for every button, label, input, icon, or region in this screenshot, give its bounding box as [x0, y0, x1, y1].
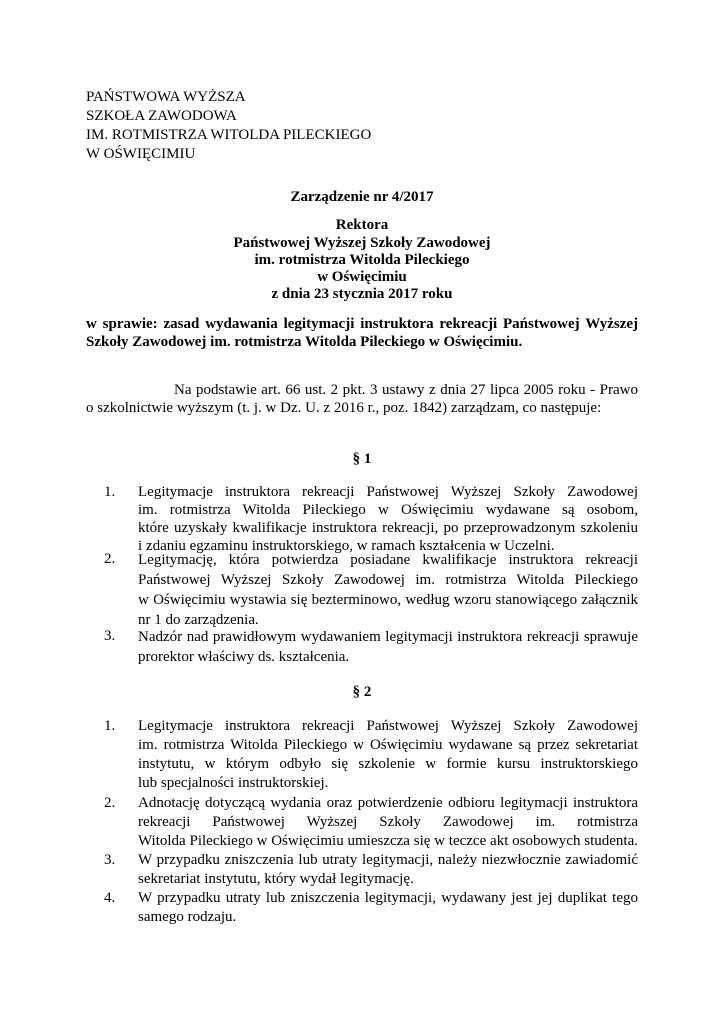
item-line: nr 1 do zarządzenia. [138, 612, 259, 628]
intro-line: o szkolnictwie wyższym (t. j. w Dz. U. z 2016 r., poz. 1842) zarządzam, co następuje: [86, 400, 602, 416]
issuer-line: w Oświęcimiu [317, 269, 407, 285]
item-line: Państwowej Wyższej Szkoły Zawodowej im. rotmistrza Witolda Pileckiego [138, 572, 638, 588]
item-line: Legitymację, która potwierdza posiadane kwalifikacje instruktora rekreacji [138, 552, 638, 568]
subject-line: Szkoły Zawodowej im. rotmistrza Witolda Pileckiego w Oświęcimiu. [86, 334, 523, 350]
item-line: samego rodzaju. [138, 909, 237, 925]
item-number: 1. [104, 484, 116, 500]
item-line: w Oświęcimiu wystawia się bezterminowo, według wzoru stanowiącego załącznik [138, 592, 638, 608]
item-line: Legitymacje instruktora rekreacji Państwowej Wyższej Szkoły Zawodowej [138, 718, 638, 734]
item-number: 2. [104, 551, 116, 567]
item-line: W przypadku zniszczenia lub utraty legitymacji, należy niezwłocznie zawiadomić [138, 852, 638, 868]
list-item [138, 794, 638, 851]
item-line: im. rotmistrza Witolda Pileckiego w Oświęcimiu wydawane są osobom, [138, 502, 638, 518]
item-line: sekretariat instytutu, który wydał legitymację. [138, 871, 414, 887]
item-number: 3. [104, 628, 116, 644]
item-number: 4. [104, 890, 116, 906]
institution-line: SZKOŁA ZAWODOWA [86, 108, 237, 124]
intro-paragraph [86, 381, 638, 417]
list-item [138, 550, 638, 630]
list-item [138, 889, 638, 927]
institution-line: W OŚWIĘCIMIU [86, 146, 196, 162]
subject-line: w sprawie: zasad wydawania legitymacji instruktora rekreacji Państwowej Wyższej [86, 316, 638, 332]
section-mark: § 2 [352, 684, 372, 700]
item-line: lub specjalności instruktorskiej. [138, 775, 329, 791]
item-number: 3. [104, 852, 116, 868]
list-item [138, 851, 638, 889]
intro-line: Na podstawie art. 66 ust. 2 pkt. 3 ustawy z dnia 27 lipca 2005 roku - Prawo [174, 382, 638, 398]
list-item [138, 483, 638, 555]
item-line: W przypadku utraty lub zniszczenia legitymacji, wydawany jest jej duplikat tego [138, 890, 638, 906]
issuer-line: Rektora [335, 217, 389, 233]
list-item [138, 627, 638, 667]
item-line: rekreacji Państwowej Wyższej Szkoły Zawodowej im. rotmistrza [138, 814, 638, 830]
item-line: instytutu, w którym odbyło się szkolenie w formie kursu instruktorskiego [138, 756, 638, 772]
item-line: i zdaniu egzaminu instruktorskiego, w ramach kształcenia w Uczelni. [138, 538, 555, 554]
institution-line: IM. ROTMISTRZA WITOLDA PILECKIEGO [86, 127, 372, 143]
issuer-line: Państwowej Wyższej Szkoły Zawodowej [233, 235, 491, 251]
institution-line: PAŃSTWOWA WYŻSZA [86, 89, 246, 105]
item-line: Nadzór nad prawidłowym wydawaniem legitymacji instruktora rekreacji sprawuje [138, 629, 638, 645]
section-mark: § 1 [352, 451, 372, 467]
item-line: Legitymacje instruktora rekreacji Państwowej Wyższej Szkoły Zawodowej [138, 484, 638, 500]
subject [86, 315, 638, 351]
item-line: które uzyskały kwalifikacje instruktora rekreacji, po przeprowadzonym szkoleniu [138, 520, 638, 536]
list-item [138, 717, 638, 793]
item-line: Witolda Pileckiego w Oświęcimiu umieszcza się w teczce akt osobowych studenta. [138, 833, 638, 849]
item-line: prorektor właściwy ds. kształcenia. [138, 649, 350, 665]
item-line: Adnotację dotyczącą wydania oraz potwierdzenie odbioru legitymacji instruktora [138, 795, 638, 811]
issuer-line: z dnia 23 stycznia 2017 roku [271, 286, 453, 302]
issuer-line: im. rotmistrza Witolda Pileckiego [254, 252, 470, 268]
item-line: im. rotmistrza Witolda Pileckiego w Oświęcimiu wydawane są przez sekretariat [138, 737, 638, 753]
item-number: 1. [104, 718, 116, 734]
item-number: 2. [104, 795, 116, 811]
document-title: Zarządzenie nr 4/2017 [290, 189, 434, 205]
